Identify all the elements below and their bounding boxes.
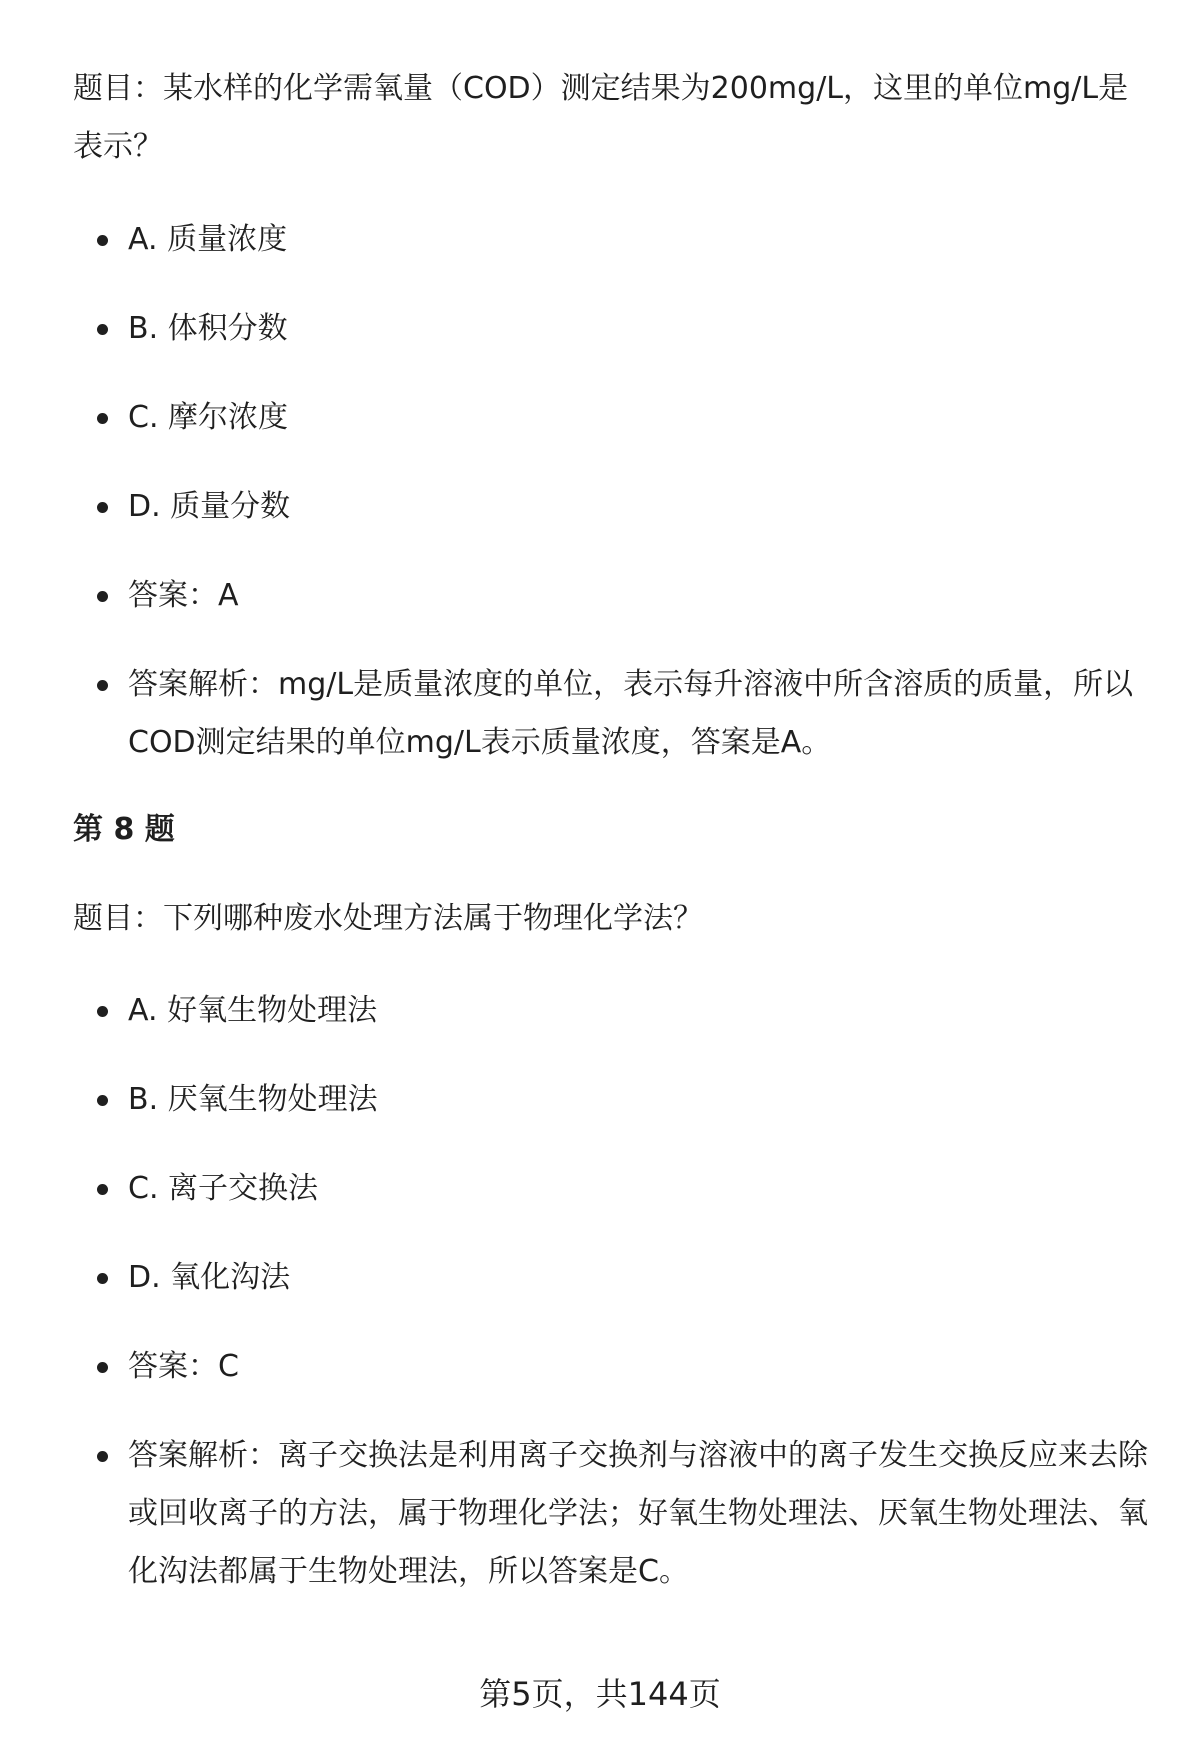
q8-option-c-text: C. 离子交换法 [128, 1171, 319, 1206]
bullet-icon [97, 324, 108, 335]
q7-option-c-text: C. 摩尔浓度 [128, 400, 289, 435]
q7-analysis-text: 答案解析：mg/L是质量浓度的单位，表示每升溶液中所含溶质的质量，所以COD测定结果的单位mg/L表示质量浓度，答案是A。 [128, 667, 1134, 760]
q8-option-a-text: A. 好氧生物处理法 [128, 993, 378, 1028]
q8-analysis-text: 答案解析：离子交换法是利用离子交换剂与溶液中的离子发生交换反应来去除或回收离子的方法，属于物理化学法；好氧生物处理法、厌氧生物处理法、氧化沟法都属于生物处理法，所以答案是C。 [128, 1438, 1148, 1589]
q7-answer-text: 答案：A [128, 578, 239, 613]
bullet-icon [97, 1362, 108, 1373]
bullet-icon [97, 502, 108, 513]
bullet-icon [97, 1184, 108, 1195]
q7-question-text: 题目：某水样的化学需氧量（COD）测定结果为200mg/L，这里的单位mg/L是表示？ [73, 71, 1129, 164]
bullet-icon [97, 1451, 108, 1462]
q7-option-b-text: B. 体积分数 [128, 311, 288, 346]
q8-question-text: 题目：下列哪种废水处理方法属于物理化学法？ [73, 901, 703, 936]
q8-heading: 第 8 题 [73, 812, 175, 847]
bullet-icon [97, 413, 108, 424]
q8-option-d-text: D. 氧化沟法 [128, 1260, 291, 1295]
bullet-icon [97, 235, 108, 246]
q8-option-b-text: B. 厌氧生物处理法 [128, 1082, 378, 1117]
bullet-icon [97, 1095, 108, 1106]
bullet-icon [97, 680, 108, 691]
bullet-icon [97, 591, 108, 602]
q8-answer-text: 答案：C [128, 1349, 239, 1384]
bullet-icon [97, 1273, 108, 1284]
q7-option-a-text: A. 质量浓度 [128, 222, 288, 257]
page-number: 第5页，共144页 [479, 1675, 721, 1713]
q7-option-d-text: D. 质量分数 [128, 489, 291, 524]
bullet-icon [97, 1006, 108, 1017]
